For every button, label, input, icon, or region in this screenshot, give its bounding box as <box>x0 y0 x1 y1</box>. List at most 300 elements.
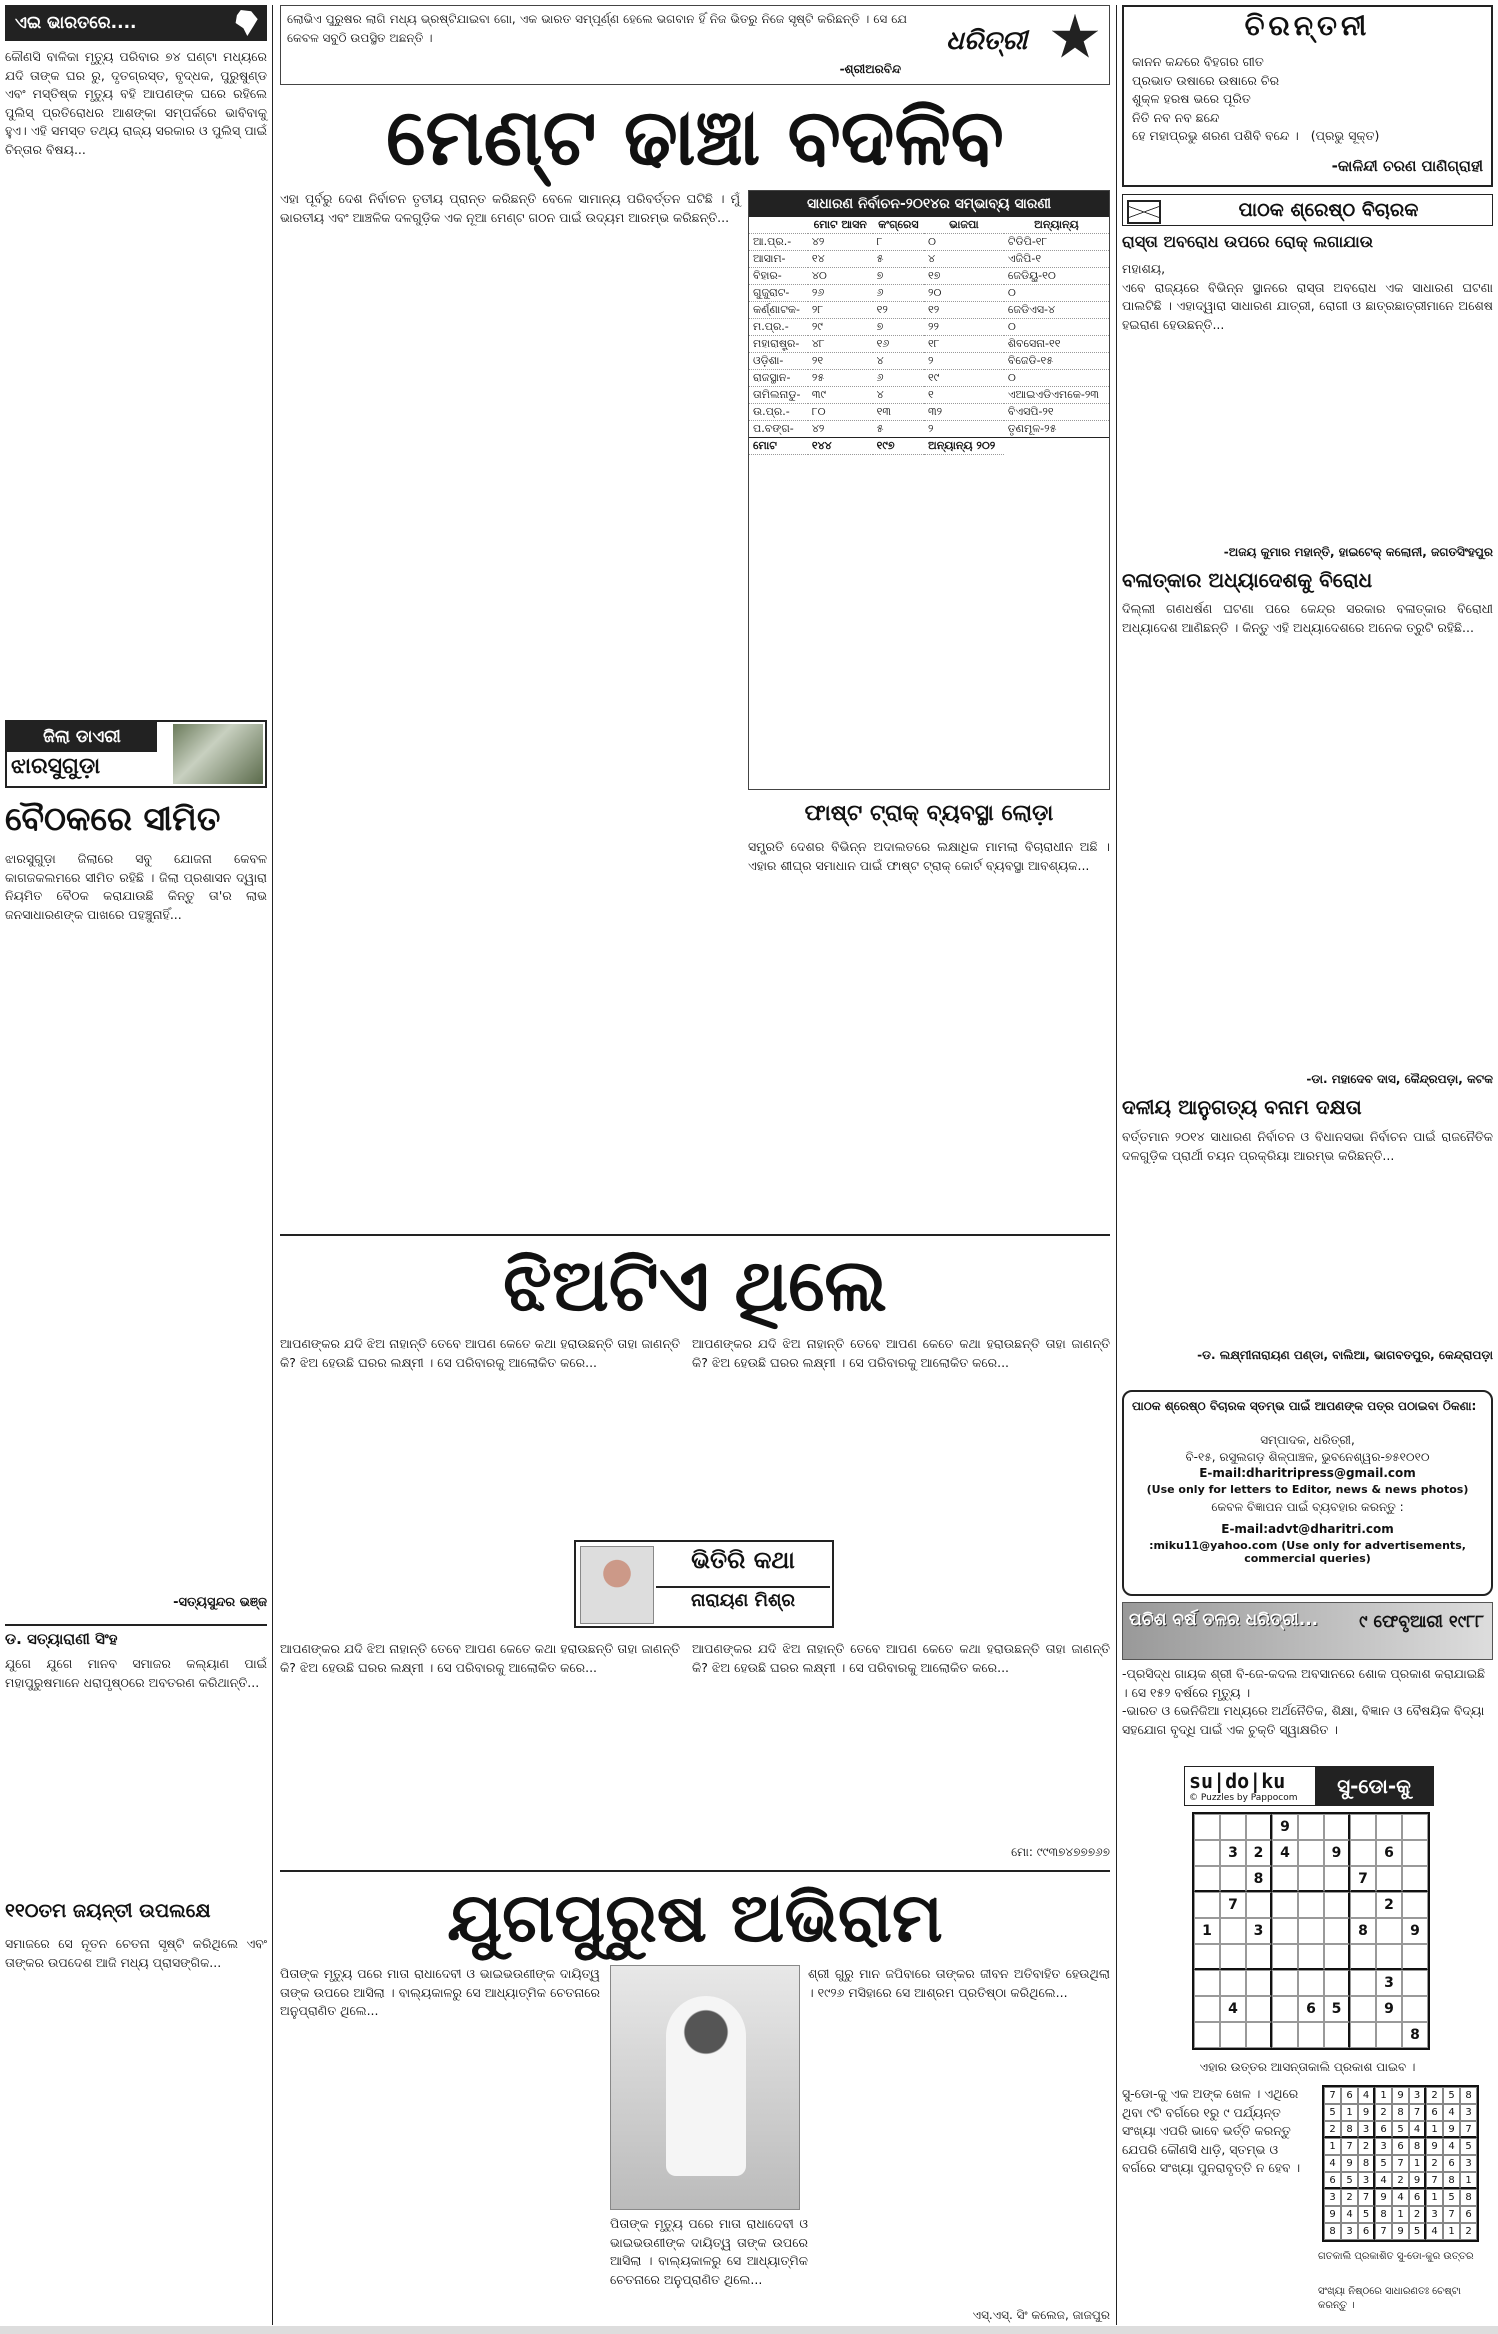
story3-subtitle: ୧୧୦ତମ ଜୟନ୍ତୀ ଉପଲକ୍ଷେ <box>5 1900 211 1922</box>
sudoku-cell: 9 <box>1376 1996 1402 2022</box>
table-cell: ୧୯ <box>924 370 1004 387</box>
table-cell: ତୃଣମୂଳ-୨୫ <box>1004 421 1109 438</box>
table-cell: ୧୬ <box>873 336 924 353</box>
column2-body-lower-right: ଆପଣଙ୍କର ଯଦି ଝିଅ ନାହାନ୍ତି ତେବେ ଆପଣ କେତେ କଥା ହରାଉଛନ୍ତି ତାହା ଜାଣନ୍ତି କି? ଝିଅ ହେଉଛି ଘରର ଲକ୍ଷ୍ମୀ । ସେ ପରିବାରକୁ ଆଲୋକିତ କରେ... <box>692 1641 1114 1675</box>
letters-banner <box>1122 194 1493 226</box>
table-total-cell: ୧୯୭ <box>873 438 924 455</box>
solution-cell: 1 <box>1426 2121 1443 2138</box>
table-cell: ୦ <box>1004 370 1109 387</box>
table-cell: ୪୮ <box>808 336 873 353</box>
sudoku-cell <box>1220 1866 1246 1892</box>
sudoku-cell <box>1376 2022 1402 2048</box>
table-cell: ମହାରାଷ୍ଟ୍ର- <box>749 336 808 353</box>
table-cell: ୦ <box>1004 319 1109 336</box>
address-title: ପାଠକ ଶ୍ରେଷ୍ଠ ବିଚାରକ ସ୍ତମ୍ଭ ପାଇଁ ଆପଣଙ୍କ ପତ୍ର ପଠାଇବା ଠିକଣା: <box>1132 1399 1477 1413</box>
table-cell: ୬ <box>873 285 924 302</box>
table-cell: ୧୨ <box>924 302 1004 319</box>
solution-label: ଗତକାଲି ପ୍ରକାଶିତ ସୁ-ଡୋ-କୁର ଉତ୍ତର <box>1318 2251 1474 2262</box>
solution-cell: 8 <box>1443 2172 1460 2189</box>
solution-cell: 1 <box>1341 2104 1358 2121</box>
table-cell: ରାଜସ୍ଥାନ- <box>749 370 808 387</box>
table-cell: ୧୪ <box>808 251 873 268</box>
solution-cell: 5 <box>1341 2172 1358 2189</box>
story2-body: ଝାରସୁଗୁଡ଼ା ଜିଲାରେ ସବୁ ଯୋଜନା କେବଳ କାଗଜକଲମରେ ସୀମିତ ରହିଛି । ଜିଲା ପ୍ରଶାସନ ଦ୍ୱାରା ନିୟମିତ ବୈଠକ କରାଯାଉଛି କିନ୍ତୁ ତା'ର ଲାଭ ଜନସାଧାରଣଙ୍କ ପାଖରେ ପହଞ୍ଚୁନାହିଁ... <box>5 851 271 922</box>
solution-cell: 3 <box>1409 2087 1426 2104</box>
sudoku-cell <box>1324 1944 1350 1970</box>
solution-cell: 4 <box>1443 2104 1460 2121</box>
solution-cell: 7 <box>1341 2138 1358 2155</box>
sudoku-cell <box>1402 1944 1428 1970</box>
anniversary-date: ୯ ଫେବୃଆରୀ ୧୯୮୮ <box>1359 1612 1484 1632</box>
table-cell: ୨ <box>924 421 1004 438</box>
solution-cell: 2 <box>1426 2155 1443 2172</box>
table-header: କଂଗ୍ରେସ <box>873 217 924 234</box>
solution-cell: 1 <box>1409 2155 1426 2172</box>
solution-cell: 7 <box>1358 2189 1375 2206</box>
table-row <box>749 404 1109 421</box>
headline3: ଯୁଗପୁରୁଷ ଅଭିରାମ <box>447 1878 943 1958</box>
sudoku-cell: 1 <box>1194 1918 1220 1944</box>
sudoku-title: ସୁ-ଡୋ-କୁ <box>1315 1767 1433 1805</box>
table-cell: ୨୫ <box>808 370 873 387</box>
sudoku-cell <box>1272 1996 1298 2022</box>
table-cell: ୨ <box>924 353 1004 370</box>
sudoku-cell <box>1298 1866 1324 1892</box>
table-cell: ଟିଡିପି-୧୮ <box>1004 234 1109 251</box>
sudoku-cell <box>1194 1944 1220 1970</box>
table-row <box>749 421 1109 438</box>
sudoku-cell <box>1350 2022 1376 2048</box>
sudoku-cell: 7 <box>1350 1866 1376 1892</box>
page-bottom-strip <box>0 2326 1498 2334</box>
address-body: ସମ୍ପାଦକ, ଧରିତ୍ରୀ, ବି-୧୫, ରସୁଲଗଡ଼ ଶିଳ୍ପାଞ୍ଚଳ, ଭୁବନେଶ୍ୱର-୭୫୧୦୧୦ <box>1185 1433 1430 1464</box>
solution-cell: 7 <box>1443 2206 1460 2223</box>
dharitri-logo: ଧରିତ୍ରୀ <box>946 26 1028 56</box>
table-title: ସାଧାରଣ ନିର୍ବାଚନ-୨୦୧୪ର ସମ୍ଭାବ୍ୟ ସାରଣୀ <box>749 191 1109 217</box>
table-cell: ୧୩ <box>873 404 924 421</box>
solution-cell: 8 <box>1358 2155 1375 2172</box>
solution-cell: 8 <box>1460 2189 1477 2206</box>
solution-cell: 6 <box>1443 2155 1460 2172</box>
district-banner <box>5 720 267 788</box>
table-cell: ଉ.ପ୍ର.- <box>749 404 808 421</box>
table-cell: ୨୧ <box>808 353 873 370</box>
table-row <box>749 302 1109 319</box>
story3-body: ଯୁଗେ ଯୁଗେ ମାନବ ସମାଜର କଲ୍ୟାଣ ପାଇଁ ମହାପୁରୁଷମାନେ ଧରାପୃଷ୍ଠରେ ଅବତରଣ କରିଥାନ୍ତି... <box>5 1656 271 1690</box>
sudoku-cell <box>1246 1892 1272 1918</box>
solution-cell: 2 <box>1324 2121 1341 2138</box>
table-cell: ୫ <box>873 251 924 268</box>
solution-cell: 4 <box>1375 2172 1392 2189</box>
sudoku-cell <box>1194 1840 1220 1866</box>
abhiram-photo <box>610 1965 800 2210</box>
table-cell: ୪ <box>873 353 924 370</box>
sudoku-cell <box>1376 1814 1402 1840</box>
left-masthead <box>5 5 267 41</box>
story2-headline: ବୈଠକରେ ସୀମିତ <box>5 799 221 838</box>
table-cell: ୦ <box>1004 285 1109 302</box>
sub-body: ସମ୍ପ୍ରତି ଦେଶର ବିଭିନ୍ନ ଅଦାଲତରେ ଲକ୍ଷାଧିକ ମାମଲା ବିଚାରାଧୀନ ଅଛି । ଏହାର ଶୀଘ୍ର ସମାଧାନ ପାଇଁ ଫାଷ୍ଟ ଟ୍ରାକ୍ କୋର୍ଟ ବ୍ୟବସ୍ଥା ଆବଶ୍ୟକ... <box>748 839 1114 873</box>
sudoku-cell <box>1350 1892 1376 1918</box>
sudoku-cell <box>1220 2022 1246 2048</box>
sudoku-cell: 4 <box>1220 1996 1246 2022</box>
solution-cell: 6 <box>1358 2223 1375 2240</box>
table-total-row <box>749 438 1109 455</box>
footer-note: ସଂଖ୍ୟା ନିଷ୍ଠରେ ସାଧାରଣତଃ ଚେଷ୍ଟା କରନ୍ତୁ । <box>1318 2286 1461 2311</box>
column3-body: ପିତାଙ୍କ ମୃତ୍ୟୁ ପରେ ମାତା ରାଧାଦେବୀ ଓ ଭାଇଭଉଣୀଙ୍କ ଦାୟିତ୍ୱ ତାଙ୍କ ଉପରେ ଆସିଲା । ବାଲ୍ୟକାଳରୁ ସେ ଆଧ୍ୟାତ୍ମିକ ଚେତନାରେ ଅନୁପ୍ରାଣିତ ଥିଲେ... <box>280 1966 604 2018</box>
table-row <box>749 336 1109 353</box>
table-total-cell: ୧୪୪ <box>808 438 873 455</box>
table-cell: ୨୯ <box>808 319 873 336</box>
solution-cell: 4 <box>1392 2189 1409 2206</box>
table-row <box>749 370 1109 387</box>
sudoku-cell <box>1350 1814 1376 1840</box>
solution-cell: 4 <box>1426 2223 1443 2240</box>
sudoku-cell <box>1194 2022 1220 2048</box>
solution-cell: 4 <box>1324 2155 1341 2172</box>
sudoku-cell: 8 <box>1246 1866 1272 1892</box>
sudoku-cell <box>1298 1814 1324 1840</box>
sudoku-header <box>1184 1766 1434 1806</box>
column3-footer: ଏସ୍.ଏସ୍. ସିଂ କଲେଜ, ଜାଜପୁର <box>972 2308 1110 2322</box>
ad-email: E-mail:advt@dharitri.com <box>1221 1522 1394 1536</box>
sudoku-cell <box>1220 1814 1246 1840</box>
solution-cell: 7 <box>1426 2172 1443 2189</box>
sudoku-cell: 6 <box>1376 1840 1402 1866</box>
solution-cell: 3 <box>1358 2121 1375 2138</box>
sudoku-cell: 9 <box>1324 1840 1350 1866</box>
sudoku-cell <box>1194 1996 1220 2022</box>
solution-cell: 5 <box>1409 2223 1426 2240</box>
story3-body2: ସମାଜରେ ସେ ନୂତନ ଚେତନା ସୃଷ୍ଟି କରିଥିଲେ ଏବଂ ତାଙ୍କର ଉପଦେଶ ଆଜି ମଧ୍ୟ ପ୍ରାସଙ୍ଗିକ... <box>5 1936 271 1970</box>
solution-cell: 4 <box>1358 2087 1375 2104</box>
solution-cell: 8 <box>1409 2138 1426 2155</box>
lead-body: ଏହା ପୂର୍ବରୁ ଦେଶ ନିର୍ବାଚନ ତୃତୀୟ ପ୍ରାନ୍ତ କରିଛନ୍ତି ବେଳେ ସାମାନ୍ୟ ପରିବର୍ତ୍ତନ ଘଟିଛି । ମୁଁ ଭାରତୀୟ ଏବଂ ଆଞ୍ଚଳିକ ଦଳଗୁଡ଼ିକ ଏକ ନୂଆ ମେଣ୍ଟ ଗଠନ ପାଇଁ ଉଦ୍ୟମ ଆରମ୍ଭ କରିଛନ୍ତି... <box>280 191 744 225</box>
sudoku-cell <box>1220 1944 1246 1970</box>
table-row <box>749 234 1109 251</box>
solution-cell: 6 <box>1460 2206 1477 2223</box>
column-byline <box>574 1540 834 1628</box>
solution-cell: 8 <box>1460 2087 1477 2104</box>
left-masthead-title: ଏଇ ଭାରତରେ.... <box>7 7 265 39</box>
solution-cell: 2 <box>1392 2172 1409 2189</box>
column3-lower: ପିତାଙ୍କ ମୃତ୍ୟୁ ପରେ ମାତା ରାଧାଦେବୀ ଓ ଭାଇଭଉଣୀଙ୍କ ଦାୟିତ୍ୱ ତାଙ୍କ ଉପରେ ଆସିଲା । ବାଲ୍ୟକାଳରୁ ସେ ଆଧ୍ୟାତ୍ମିକ ଚେତନାରେ ଅନୁପ୍ରାଣିତ ଥିଲେ... <box>610 2216 812 2287</box>
sudoku-cell <box>1272 1944 1298 1970</box>
sudoku-cell <box>1246 1814 1272 1840</box>
sudoku-cell <box>1220 1918 1246 1944</box>
solution-cell: 7 <box>1460 2121 1477 2138</box>
table-cell: କର୍ଣ୍ଣାଟକ- <box>749 302 808 319</box>
sudoku-cell <box>1272 1970 1298 1996</box>
solution-cell: 1 <box>1443 2223 1460 2240</box>
table-cell: ୨୮ <box>808 302 873 319</box>
solution-cell: 3 <box>1341 2223 1358 2240</box>
sudoku-cell <box>1298 2022 1324 2048</box>
table-cell: ଜେଡିଏସ-୪ <box>1004 302 1109 319</box>
solution-cell: 4 <box>1409 2121 1426 2138</box>
table-cell: ଆସାମ- <box>749 251 808 268</box>
editor-email-note: (Use only for letters to Editor, news & news photos) <box>1146 1483 1469 1496</box>
election-table-grid <box>749 217 1109 455</box>
solution-cell: 1 <box>1392 2206 1409 2223</box>
solution-cell: 9 <box>1443 2121 1460 2138</box>
table-header-row <box>749 217 1109 234</box>
ad-email-label: କେବଳ ବିଜ୍ଞାପନ ପାଇଁ ବ୍ୟବହାର କରନ୍ତୁ : <box>1211 1500 1404 1514</box>
table-cell: ୮୦ <box>808 404 873 421</box>
sudoku-cell <box>1350 1970 1376 1996</box>
table-cell: ଜେଡିୟୁ-୧୦ <box>1004 268 1109 285</box>
sudoku-cell <box>1194 1970 1220 1996</box>
address-box <box>1122 1390 1493 1596</box>
headline2: ଝିଅଟିଏ ଥିଲେ <box>503 1242 887 1327</box>
letter1-body: ମହାଶୟ, ଏବେ ରାଜ୍ୟରେ ବିଭିନ୍ନ ସ୍ଥାନରେ ରାସ୍ତା ଅବରୋଧ ଏକ ସାଧାରଣ ଘଟଣା ପାଲଟିଛି । ଏହାଦ୍ୱାରା ସାଧାରଣ ଯାତ୍ରୀ, ରୋଗୀ ଓ ଛାତ୍ରଛାତ୍ରୀମାନେ ଅଶେଷ ହଇରାଣ ହେଉଛନ୍ତି... <box>1122 261 1493 332</box>
sudoku-brand: su|do|ku <box>1189 1769 1286 1793</box>
solution-cell: 1 <box>1460 2172 1477 2189</box>
letter3-title: ଦଳୀୟ ଆନୁଗତ୍ୟ ବନାମ ଦକ୍ଷତା <box>1122 1095 1362 1119</box>
sudoku-cell <box>1246 2022 1272 2048</box>
sudoku-cell: 3 <box>1376 1970 1402 1996</box>
solution-cell: 8 <box>1341 2121 1358 2138</box>
table-header: ଅନ୍ୟାନ୍ୟ <box>1004 217 1109 234</box>
solution-cell: 9 <box>1392 2223 1409 2240</box>
sudoku-cell <box>1298 1840 1324 1866</box>
sudoku-cell: 3 <box>1220 1840 1246 1866</box>
letter3-author: -ଡ. ଲକ୍ଷ୍ମୀନାରାୟଣ ପଣ୍ଡା, ବାଲିଆ, ଭାଗବତପୁର, କେନ୍ଦ୍ରାପଡ଼ା <box>1197 1348 1493 1362</box>
solution-cell: 5 <box>1375 2155 1392 2172</box>
solution-cell: 9 <box>1392 2087 1409 2104</box>
solution-cell: 6 <box>1375 2121 1392 2138</box>
solution-cell: 4 <box>1443 2138 1460 2155</box>
sudoku-cell <box>1272 1866 1298 1892</box>
sudoku-cell <box>1402 1996 1428 2022</box>
table-row <box>749 285 1109 302</box>
solution-cell: 4 <box>1341 2206 1358 2223</box>
sudoku-cell: 6 <box>1298 1996 1324 2022</box>
table-cell: ବିଏସପି-୨୧ <box>1004 404 1109 421</box>
solution-cell: 5 <box>1443 2189 1460 2206</box>
solution-cell: 3 <box>1460 2155 1477 2172</box>
sudoku-cell <box>1402 1970 1428 1996</box>
story3-author: ଡ. ସତ୍ୟାରାଣୀ ସିଂହ <box>5 1630 118 1648</box>
anniversary-title: ପଚିଶ ବର୍ଷ ତଳର ଧରିତ୍ରୀ... <box>1129 1610 1319 1630</box>
table-row <box>749 387 1109 404</box>
letter3-body: ବର୍ତ୍ତମାନ ୨୦୧୪ ସାଧାରଣ ନିର୍ବାଚନ ଓ ବିଧାନସଭା ନିର୍ବାଚନ ପାଇଁ ରାଜନୈତିକ ଦଳଗୁଡ଼ିକ ପ୍ରାର୍ଥୀ ଚୟନ ପ୍ରକ୍ରିୟା ଆରମ୍ଭ କରିଛନ୍ତି... <box>1122 1129 1497 1163</box>
sudoku-cell: 9 <box>1402 1918 1428 1944</box>
table-cell: ୦ <box>924 234 1004 251</box>
quote-text: ଲୋଭିଏ ପୁରୁଷର ଲାଗି ମଧ୍ୟ ଭ୍ରଷ୍ଟିଯାଇବା ଗୋ, ଏକ ଭାରତ ସମ୍ପୂର୍ଣ୍ଣ ହେଲେ ଭଗବାନ ହିଁ ନିଜ ଭିତରୁ ନିଜେ ସୃଷ୍ଟି କରିଛନ୍ତି । ସେ ଯେ କେବଳ ସବୁଠି ଉପସ୍ଥିତ ଅଛନ୍ତି । <box>287 12 911 45</box>
table-cell: ୩୨ <box>924 404 1004 421</box>
sudoku-cell <box>1402 1840 1428 1866</box>
table-cell: ମ.ପ୍ର.- <box>749 319 808 336</box>
sudoku-solution <box>1322 2085 1479 2242</box>
lead-headline: ମେଣ୍ଟ ଢାଞ୍ଚା ବଦଳିବ <box>386 92 1004 183</box>
solution-cell: 7 <box>1324 2087 1341 2104</box>
sudoku-cell <box>1376 1944 1402 1970</box>
columnist-photo <box>580 1546 654 1624</box>
sudoku-cell <box>1402 1814 1428 1840</box>
left-divider <box>5 1624 267 1626</box>
sudoku-cell <box>1298 1892 1324 1918</box>
solution-cell: 7 <box>1375 2223 1392 2240</box>
table-cell: ୭ <box>873 268 924 285</box>
table-cell: ୨୬ <box>808 285 873 302</box>
sudoku-cell: 8 <box>1402 2022 1428 2048</box>
solution-cell: 3 <box>1460 2104 1477 2121</box>
table-row <box>749 319 1109 336</box>
table-cell: ଗୁଜୁରାଟ- <box>749 285 808 302</box>
center-divider-2 <box>280 1870 1110 1872</box>
solution-cell: 3 <box>1426 2206 1443 2223</box>
table-total-cell: ଅନ୍ୟାନ୍ୟ ୨୦୨ <box>924 438 1004 455</box>
table-header: ଭାଜପା <box>924 217 1004 234</box>
table-cell: ଏଜିପି-୧ <box>1004 251 1109 268</box>
solution-cell: 3 <box>1375 2138 1392 2155</box>
solution-cell: 9 <box>1426 2138 1443 2155</box>
table-cell: ୪ <box>873 387 924 404</box>
sudoku-cell <box>1324 1892 1350 1918</box>
column2-body-left: ଆପଣଙ୍କର ଯଦି ଝିଅ ନାହାନ୍ତି ତେବେ ଆପଣ କେତେ କଥା ହରାଉଛନ୍ତି ତାହା ଜାଣନ୍ତି କି? ଝିଅ ହେଉଛି ଘରର ଲକ୍ଷ୍ମୀ । ସେ ପରିବାରକୁ ଆଲୋକିତ କରେ... <box>280 1336 684 1370</box>
solution-cell: 6 <box>1341 2087 1358 2104</box>
table-cell: ୪୨ <box>808 234 873 251</box>
letter2-author: -ଡା. ମହାଦେବ ଦାସ, କୈନ୍ଦ୍ରପଡ଼ା, କଟକ <box>1306 1072 1493 1086</box>
quote-box <box>280 5 1110 85</box>
letters-title: ପାଠକ ଶ୍ରେଷ୍ଠ ବିଚାରକ <box>1238 199 1419 221</box>
solution-cell: 2 <box>1426 2087 1443 2104</box>
solution-cell: 2 <box>1341 2189 1358 2206</box>
solution-cell: 1 <box>1375 2087 1392 2104</box>
column-rule-left <box>272 5 273 2325</box>
letter2-title: ବଳାତ୍କାର ଅଧ୍ୟାଦେଶକୁ ବିରୋଧ <box>1122 568 1373 592</box>
ad-email-2: :miku11@yahoo.com (Use only for advertisements, commercial queries) <box>1149 1539 1466 1565</box>
table-cell: ୪୨ <box>808 421 873 438</box>
solution-cell: 6 <box>1426 2104 1443 2121</box>
sudoku-cell <box>1324 1918 1350 1944</box>
table-cell: ୧୨ <box>873 302 924 319</box>
sudoku-cell: 8 <box>1350 1918 1376 1944</box>
sudoku-cell <box>1272 1892 1298 1918</box>
sudoku-cell <box>1350 1840 1376 1866</box>
sudoku-cell: 3 <box>1246 1918 1272 1944</box>
left-story-body: କୌଣସି ବାଳିକା ମୃତ୍ୟୁ ପରିବାର ୭୪ ଘଣ୍ଟା ମଧ୍ୟରେ ଯଦି ତାଙ୍କ ଘର ରୁ, ଦୃତଗ୍ରସ୍ତ, ବୃଦ୍ଧକ, ପୁରୁଷୁଣ୍ଡ ଏବଂ ମସ୍ତିଷ୍କ ମୃତ୍ୟୁ ବହି ଆପଣଙ୍କ ଘରେ ରହିଲେ ପୁଲିସ୍ ପ୍ରତିରୋଧର ଆଶଙ୍କା ସମ୍ପର୍କରେ ଭାବିବାକୁ ହୁଏ। ଏହି ସମସ୍ତ ତଥ୍ୟ ରାଜ୍ୟ ସରକାର ଓ ପୁଲିସ୍ ପାଇଁ ଚିନ୍ତାର ବିଷୟ... <box>5 49 271 157</box>
sudoku-credit: © Puzzles by Pappocom <box>1189 1793 1298 1803</box>
sudoku-cell <box>1376 1866 1402 1892</box>
solution-cell: 9 <box>1409 2172 1426 2189</box>
solution-cell: 2 <box>1409 2206 1426 2223</box>
center-divider-1 <box>280 1234 1110 1236</box>
sudoku-cell: 2 <box>1246 1840 1272 1866</box>
solution-cell: 7 <box>1409 2104 1426 2121</box>
sudoku-cell <box>1402 1892 1428 1918</box>
district-title: ଜିଲା ଡାଏରୀ <box>7 722 157 752</box>
solution-cell: 6 <box>1392 2138 1409 2155</box>
solution-cell: 3 <box>1324 2189 1341 2206</box>
sudoku-cell <box>1272 2022 1298 2048</box>
election-table <box>748 190 1110 790</box>
solution-cell: 9 <box>1358 2104 1375 2121</box>
sudoku-cell <box>1272 1918 1298 1944</box>
sudoku-cell <box>1298 1970 1324 1996</box>
table-cell: ୧୮ <box>924 336 1004 353</box>
sudoku-cell <box>1402 1866 1428 1892</box>
sudoku-cell <box>1324 1970 1350 1996</box>
solution-cell: 5 <box>1443 2087 1460 2104</box>
solution-cell: 2 <box>1375 2104 1392 2121</box>
table-cell: ୨୨ <box>924 319 1004 336</box>
column2-contact: ମୋ: ୯୯୩୭୪୭୭୭୬୭ <box>1011 1845 1110 1859</box>
sudoku-cell: 5 <box>1324 1996 1350 2022</box>
table-cell: ପ.ବଙ୍ଗ- <box>749 421 808 438</box>
solution-cell: 8 <box>1324 2223 1341 2240</box>
table-row <box>749 251 1109 268</box>
sudoku-cell <box>1298 1944 1324 1970</box>
sudoku-cell <box>1324 1814 1350 1840</box>
solution-cell: 9 <box>1324 2206 1341 2223</box>
solution-cell: 7 <box>1392 2155 1409 2172</box>
sudoku-note: ଏହାର ଉତ୍ତର ଆସନ୍ତାକାଲି ପ୍ରକାଶ ପାଇବ । <box>1199 2060 1416 2074</box>
quote-author: -ଶ୍ରୀଅରବିନ୍ଦ <box>839 62 901 76</box>
letter1-title: ରାସ୍ତା ଅବରୋଧ ଉପରେ ରୋକ୍ ଲଗାଯାଉ <box>1122 232 1374 251</box>
sudoku-cell: 7 <box>1220 1892 1246 1918</box>
envelope-icon <box>1127 200 1161 224</box>
table-cell: ୮ <box>873 234 924 251</box>
sudoku-grid <box>1192 1812 1430 2050</box>
poem-author: -କାଳିନ୍ଦୀ ଚରଣ ପାଣିଗ୍ରାହୀ <box>1331 157 1483 175</box>
star-emblem-icon <box>1051 14 1099 62</box>
solution-cell: 2 <box>1460 2223 1477 2240</box>
table-cell: ୧ <box>924 387 1004 404</box>
sudoku-cell <box>1298 1918 1324 1944</box>
table-cell: ବିହାର- <box>749 268 808 285</box>
sudoku-cell <box>1350 1996 1376 2022</box>
column3-right: ଶ୍ରୀ ଗୁରୁ ମାନ ଜପିବାରେ ତାଙ୍କର ଜୀବନ ଅତିବାହିତ ହେଉଥିଲା । ୧୯୨୬ ମସିହାରେ ସେ ଆଶ୍ରମ ପ୍ରତିଷ୍ଠା କରିଥିଲେ... <box>808 1966 1114 2000</box>
solution-cell: 9 <box>1375 2189 1392 2206</box>
table-cell: ୨୦ <box>924 285 1004 302</box>
letter2-body: ଦିଲ୍ଲୀ ଗଣଧର୍ଷଣ ଘଟଣା ପରେ କେନ୍ଦ୍ର ସରକାର ବଳାତ୍କାର ବିରୋଧୀ ଅଧ୍ୟାଦେଶ ଆଣିଛନ୍ତି । କିନ୍ତୁ ଏହି ଅଧ୍ୟାଦେଶରେ ଅନେକ ତ୍ରୁଟି ରହିଛି... <box>1122 601 1497 635</box>
solution-cell: 5 <box>1392 2121 1409 2138</box>
table-cell: ଶିବସେନା-୧୧ <box>1004 336 1109 353</box>
sudoku-cell <box>1246 1996 1272 2022</box>
table-cell: ୫ <box>873 421 924 438</box>
chirantana-box <box>1122 5 1493 187</box>
sudoku-cell <box>1220 1970 1246 1996</box>
editor-email: E-mail:dharitripress@gmail.com <box>1199 1466 1416 1480</box>
district-name: ଝାରସୁଗୁଡ଼ା <box>11 754 101 779</box>
table-cell: ୪୦ <box>808 268 873 285</box>
sudoku-cell <box>1246 1970 1272 1996</box>
sudoku-cell <box>1194 1866 1220 1892</box>
solution-cell: 1 <box>1324 2138 1341 2155</box>
solution-cell: 8 <box>1392 2104 1409 2121</box>
table-cell: ଆ.ପ୍ର.- <box>749 234 808 251</box>
table-total-cell: ମୋଟ <box>749 438 808 455</box>
table-cell: ଓଡ଼ିଶା- <box>749 353 808 370</box>
table-cell: ଏଆଇଏଡିଏମକେ-୨୩ <box>1004 387 1109 404</box>
sudoku-cell: 4 <box>1272 1840 1298 1866</box>
sudoku-cell <box>1194 1892 1220 1918</box>
sudoku-rules: ସୁ-ଡୋ-କୁ ଏକ ଅଙ୍କ ଖେଳ । ଏଥିରେ ଥିବା ୯ଟି ବର୍ଗରେ ୧ରୁ ୯ ପର୍ଯ୍ୟନ୍ତ ସଂଖ୍ୟା ଏପରି ଭାବେ ଭର୍ତ୍ତି କରନ୍ତୁ ଯେପରି କୌଣସି ଧାଡ଼ି, ସ୍ତମ୍ଭ ଓ ବର୍ଗରେ ସଂଖ୍ୟା ପୁନରାବୃତ୍ତି ନ ହେବ । <box>1122 2086 1303 2175</box>
table-header: ମୋଟ ଆସନ <box>808 217 873 234</box>
table-cell: ୬ <box>873 370 924 387</box>
sudoku-cell <box>1246 1944 1272 1970</box>
chirantana-title: ଚିରନ୍ତନୀ <box>1244 9 1371 42</box>
table-cell: ୩୯ <box>808 387 873 404</box>
anniversary-banner <box>1122 1602 1493 1660</box>
table-row <box>749 353 1109 370</box>
column-rule-right <box>1116 5 1117 2325</box>
solution-cell: 1 <box>1426 2189 1443 2206</box>
waterfall-photo <box>173 724 263 784</box>
table-cell: ୪ <box>924 251 1004 268</box>
